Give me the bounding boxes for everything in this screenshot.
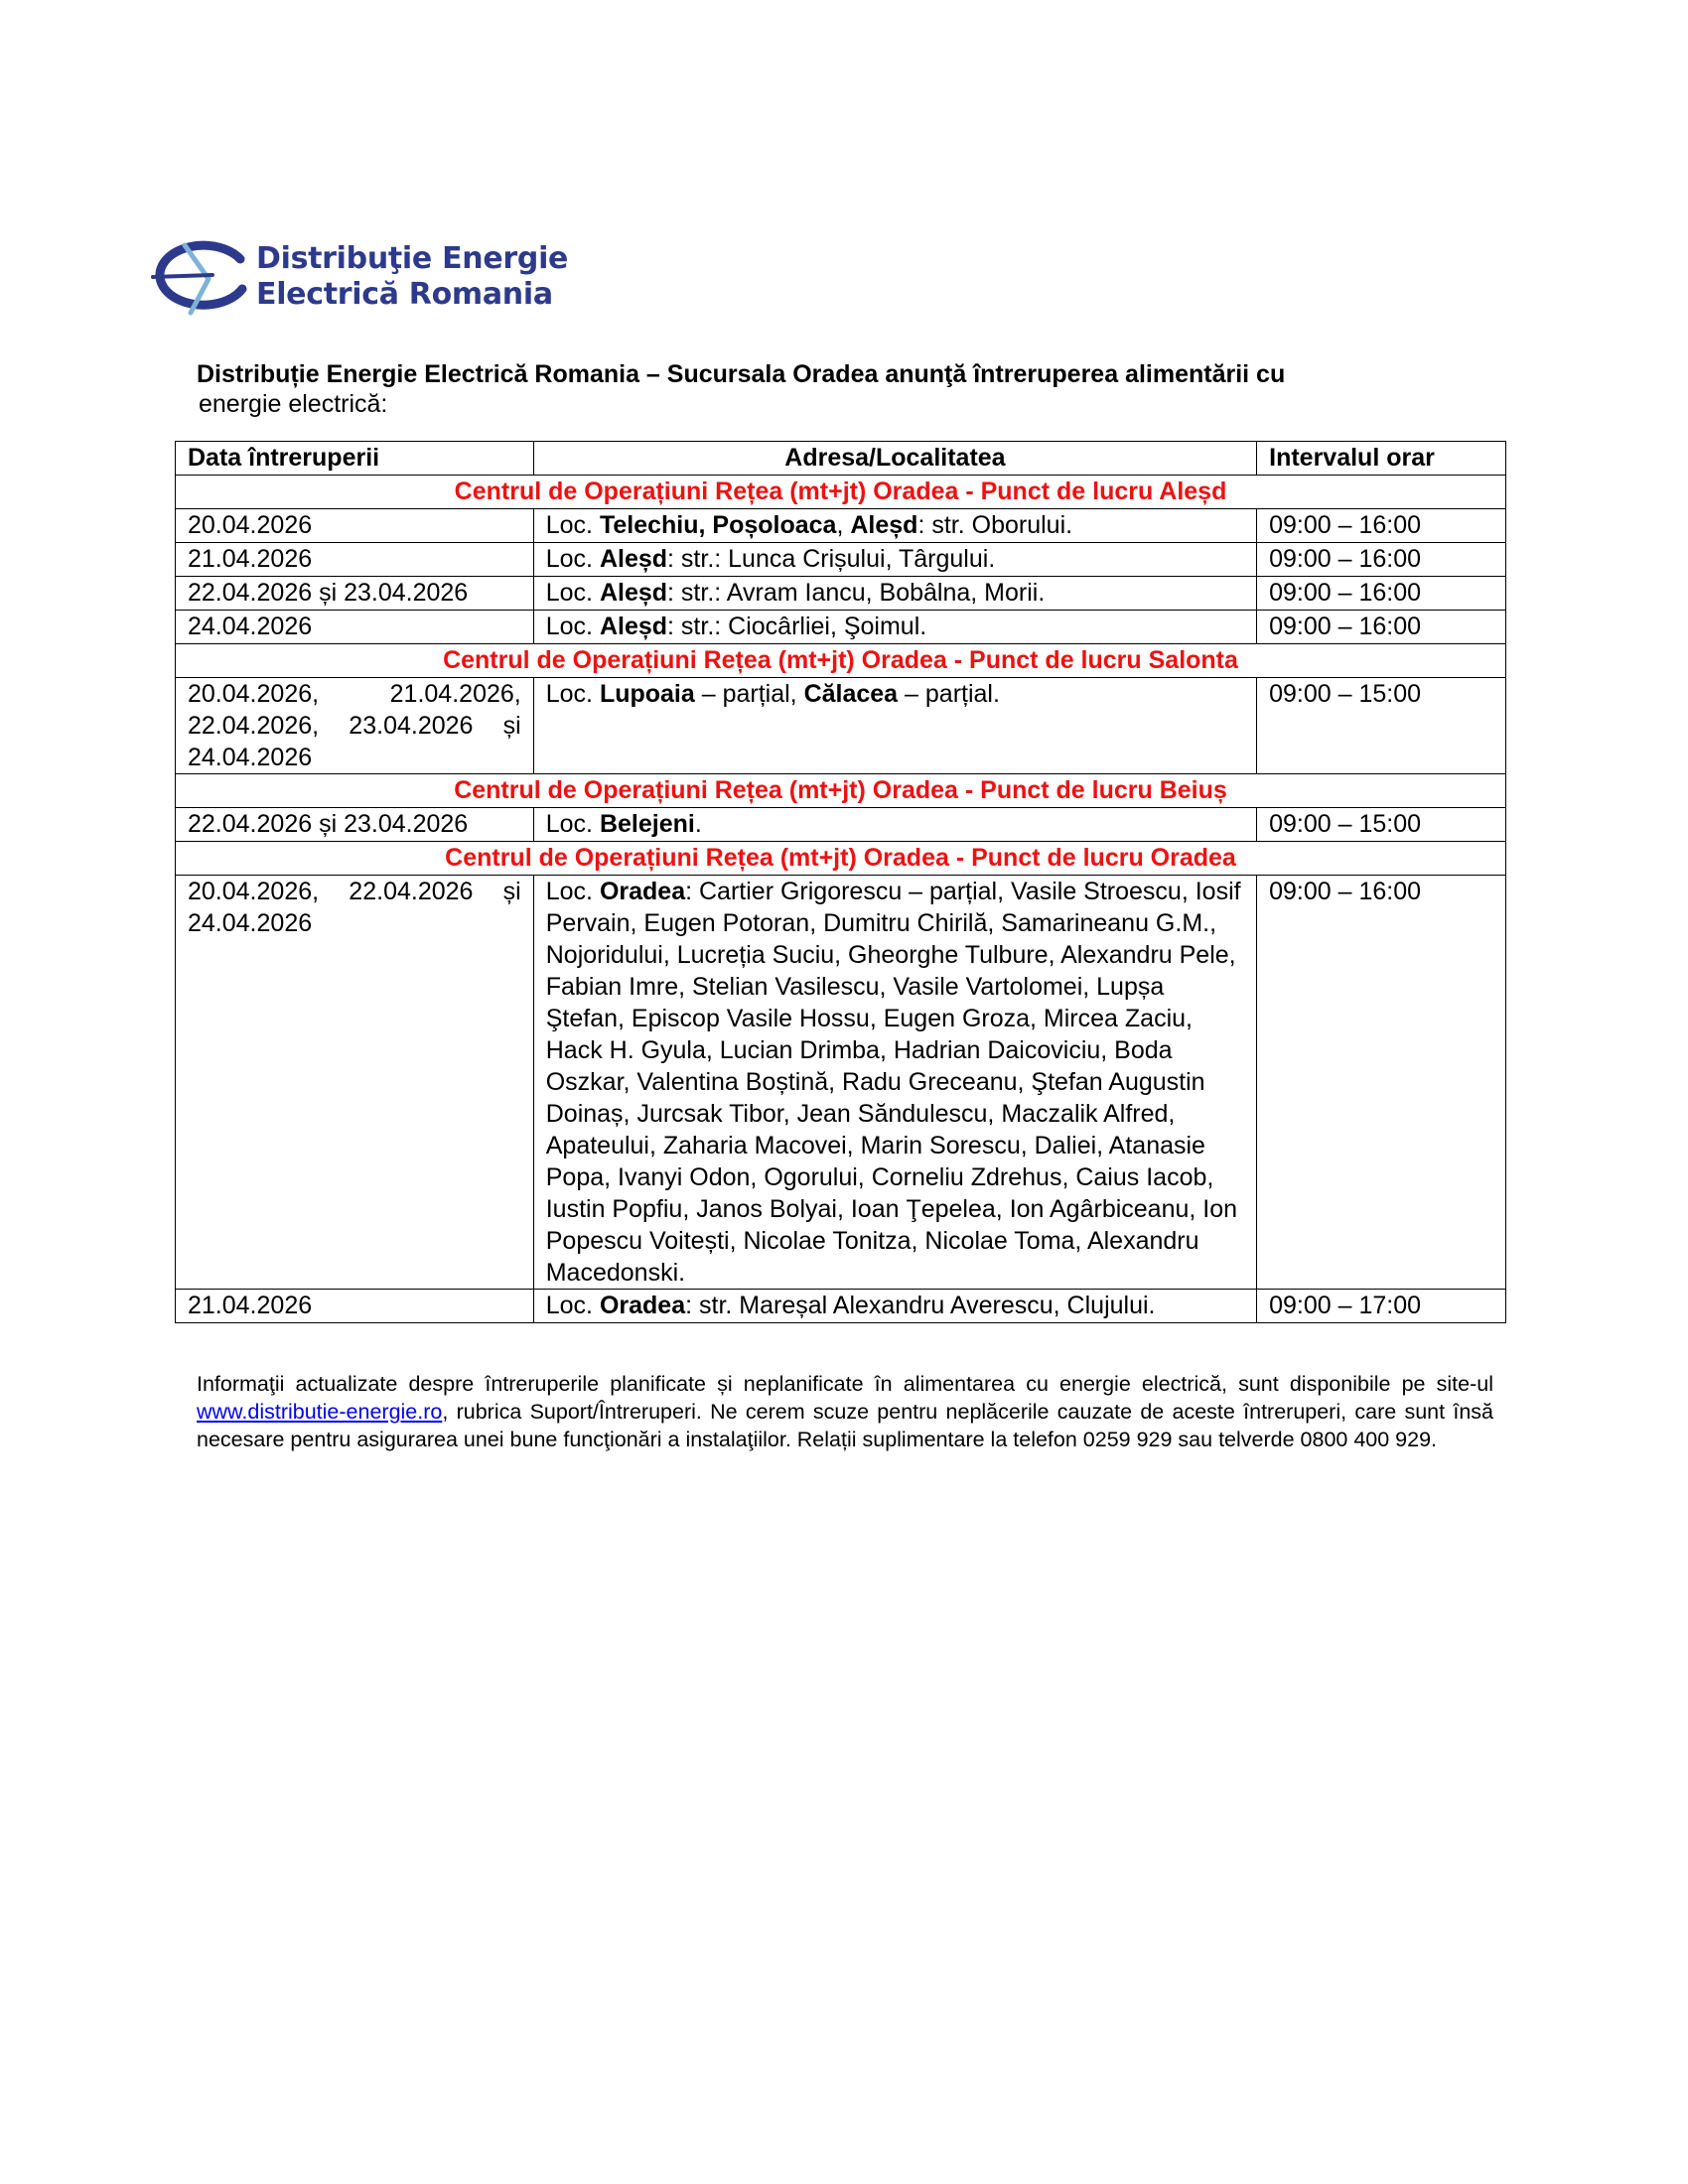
address-cell — [533, 808, 1256, 842]
address-prefix: Loc. — [545, 878, 600, 905]
section-title: Centrul de Operațiuni Rețea (mt+jt) Oradea - Punct de lucru Oradea — [176, 842, 1506, 876]
outage-table — [175, 441, 1506, 1323]
address-prefix: Loc. — [545, 545, 600, 573]
logo-emblem-icon — [145, 231, 254, 319]
address-cell — [533, 678, 1256, 774]
date-cell: 22.04.2026 și 23.04.2026 — [176, 808, 534, 842]
locality-name: Aleșd — [599, 545, 668, 573]
interval-cell: 09:00 – 16:00 — [1257, 611, 1506, 644]
interval-cell: 09:00 – 16:00 — [1257, 577, 1506, 611]
address-prefix: Loc. — [545, 1292, 600, 1319]
address-streets: : str. Mareșal Alexandru Averescu, Clujului. — [685, 1292, 1156, 1319]
locality-name: Lupoaia — [599, 680, 695, 708]
date-cell: 22.04.2026 și 23.04.2026 — [176, 577, 534, 611]
section-title: Centrul de Operațiuni Rețea (mt+jt) Oradea - Punct de lucru Salonta — [176, 644, 1506, 678]
section-title: Centrul de Operațiuni Rețea (mt+jt) Oradea - Punct de lucru Beiuș — [176, 774, 1506, 808]
section-title: Centrul de Operațiuni Rețea (mt+jt) Oradea - Punct de lucru Aleșd — [176, 476, 1506, 509]
table-row — [176, 876, 1506, 1290]
address-mid: – parțial, — [694, 680, 804, 708]
footer-text-2: , rubrica Suport/Întreruperi. Ne cerem scuze pentru neplăcerile cauzate de aceste întreruperi, care sunt însă necesare pentru asigurarea unei bune funcţionări a instalaţiilor. Relații suplimentare la telefon 0259 929 sau telverde 0800 400 929. — [197, 1400, 1493, 1451]
locality-name: Aleșd — [850, 511, 918, 539]
section-row — [176, 842, 1506, 876]
table-row — [176, 808, 1506, 842]
section-row — [176, 644, 1506, 678]
table-body — [176, 476, 1506, 1323]
address-cell — [533, 509, 1256, 543]
logo-text — [256, 241, 568, 313]
interval-cell: 09:00 – 15:00 — [1257, 808, 1506, 842]
table-row — [176, 611, 1506, 644]
address-streets: : Cartier Grigorescu – parțial, Vasile Stroescu, Iosif Pervain, Eugen Potoran, Dumitru Chirilă, Samarineanu G.M., Nojoridului, Lucreția Suciu, Gheorghe Tulbure, Alexandru Pele, Fabian Imre, Stelian Vasilescu, Vasile Vartolomei, Lupșa Ştefan, Episcop Vasile Hossu, Eugen Groza, Mircea Zaciu, Hack H. Gyula, Lucian Drimba, Hadrian Daicoviciu, Boda Oszkar, Valentina Boștină, Radu Greceanu, Ştefan Augustin Doinaș, Jurcsak Tibor, Jean Săndulescu, Maczalik Alfred, Apateului, Zaharia Macovei, Marin Sorescu, Daliei, Atanasie Popa, Ivanyi Odon, Ogorului, Corneliu Zdrehus, Caius Iacob, Iustin Popfiu, Janos Bolyai, Ioan Ţepelea, Ion Agârbiceanu, Ion Popescu Voitești, Nicolae Tonitza, Nicolae Toma, Alexandru Macedonski. — [545, 878, 1241, 1287]
footer-text-1: Informaţii actualizate despre întreruperile planificate și neplanificate în alimentarea cu energie electrică, sunt disponibile pe site-ul — [197, 1372, 1493, 1396]
footer-note — [197, 1370, 1493, 1453]
address-cell — [533, 577, 1256, 611]
header-address: Adresa/Localitatea — [533, 442, 1256, 476]
address-streets: : str. Oborului. — [917, 511, 1073, 539]
locality-name: Aleșd — [599, 579, 668, 607]
locality-name: Oradea — [599, 1292, 686, 1319]
address-prefix: Loc. — [545, 511, 600, 539]
address-streets: : str.: Lunca Crișului, Târgului. — [667, 545, 996, 573]
date-cell: 20.04.2026 — [176, 509, 534, 543]
date-cell: 20.04.2026, 22.04.2026 și 24.04.2026 — [176, 876, 534, 1290]
address-streets: : str.: Ciocârliei, Şoimul. — [667, 613, 927, 640]
address-cell — [533, 876, 1256, 1290]
date-cell: 24.04.2026 — [176, 611, 534, 644]
locality-name: Belejeni — [599, 810, 695, 838]
address-mid: . — [694, 810, 702, 838]
address-prefix: Loc. — [545, 810, 600, 838]
address-cell — [533, 611, 1256, 644]
address-streets: : str.: Avram Iancu, Bobâlna, Morii. — [667, 579, 1046, 607]
date-cell: 21.04.2026 — [176, 1290, 534, 1323]
section-row — [176, 476, 1506, 509]
locality-name: Călacea — [803, 680, 899, 708]
interval-cell: 09:00 – 16:00 — [1257, 509, 1506, 543]
header-date: Data întreruperii — [176, 442, 534, 476]
table-header-row — [176, 442, 1506, 476]
heading-line-2: energie electrică: — [199, 390, 388, 418]
table-row — [176, 1290, 1506, 1323]
table-row — [176, 678, 1506, 774]
interval-cell: 09:00 – 16:00 — [1257, 543, 1506, 577]
heading-line-1: Distribuție Energie Electrică Romania – Sucursala Oradea anunţă întreruperea alimentării cu — [197, 360, 1286, 388]
address-prefix: Loc. — [545, 613, 600, 640]
interval-cell: 09:00 – 17:00 — [1257, 1290, 1506, 1323]
interval-cell: 09:00 – 16:00 — [1257, 876, 1506, 1290]
interval-cell: 09:00 – 15:00 — [1257, 678, 1506, 774]
address-streets: – parțial. — [898, 680, 1000, 708]
logo-line-1: Distribuţie Energie — [256, 241, 569, 276]
locality-name: Oradea — [599, 878, 686, 905]
date-cell: 20.04.2026, 21.04.2026, 22.04.2026, 23.04.2026 și 24.04.2026 — [176, 678, 534, 774]
header-interval: Intervalul orar — [1257, 442, 1506, 476]
locality-name: Telechiu, Poșoloaca — [599, 511, 837, 539]
address-prefix: Loc. — [545, 680, 600, 708]
announcement-heading — [197, 359, 1527, 419]
table-row — [176, 577, 1506, 611]
table-row — [176, 509, 1506, 543]
locality-name: Aleșd — [599, 613, 668, 640]
address-mid: , — [836, 511, 851, 539]
date-cell: 21.04.2026 — [176, 543, 534, 577]
section-row — [176, 774, 1506, 808]
logo-line-2: Electrică Romania — [256, 277, 553, 312]
address-cell — [533, 1290, 1256, 1323]
table-row — [176, 543, 1506, 577]
address-prefix: Loc. — [545, 579, 600, 607]
address-cell — [533, 543, 1256, 577]
website-link[interactable]: www.distributie-energie.ro — [197, 1400, 443, 1424]
company-logo — [145, 231, 582, 319]
